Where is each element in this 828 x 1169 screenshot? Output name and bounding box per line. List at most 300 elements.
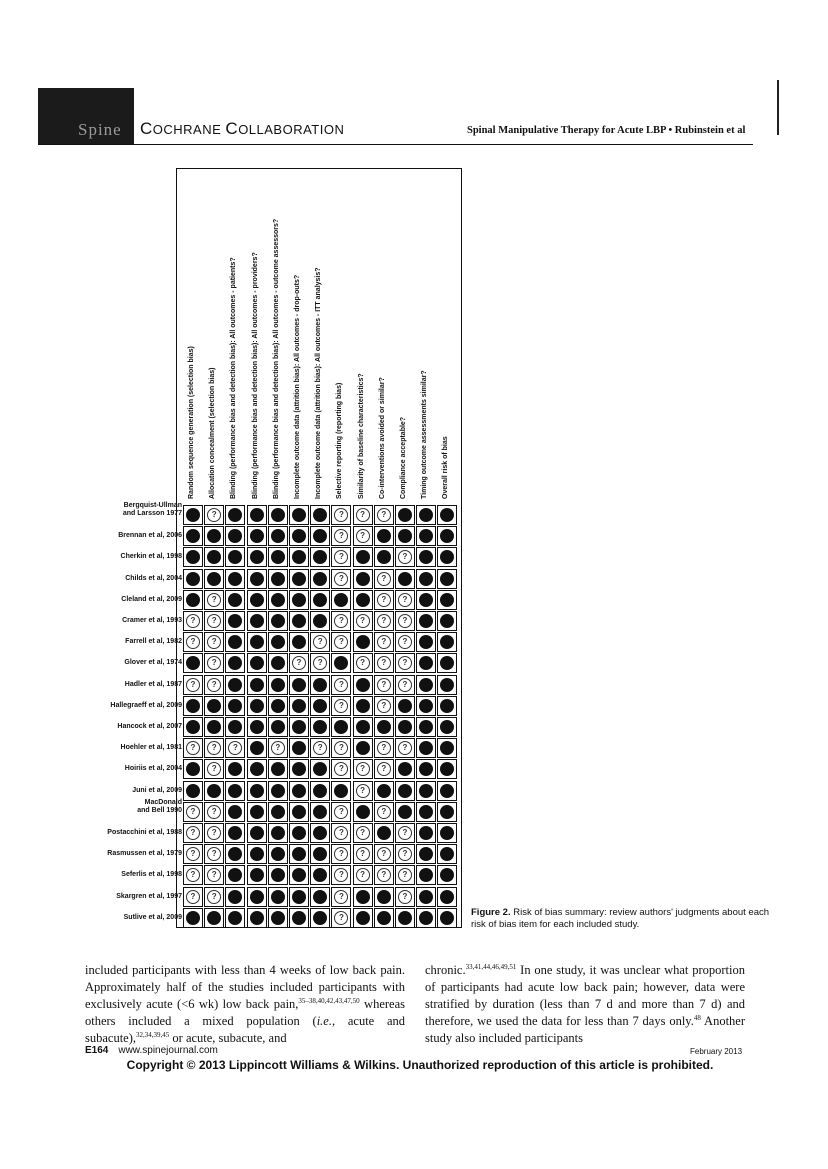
risk-cell — [437, 696, 457, 716]
unclear-risk-icon: ? — [377, 699, 391, 713]
low-risk-icon — [186, 572, 200, 586]
risk-cell — [289, 611, 309, 631]
study-label: Hadler et al, 1987 — [124, 680, 182, 688]
low-risk-icon — [228, 572, 242, 586]
low-risk-icon — [440, 868, 454, 882]
low-risk-icon — [250, 572, 264, 586]
risk-cell — [183, 844, 203, 864]
risk-cell — [268, 865, 288, 885]
risk-cell — [331, 887, 351, 907]
risk-cell — [247, 505, 267, 525]
running-title: Spinal Manipulative Therapy for Acute LBP • Rubinstein et al — [467, 125, 746, 136]
column-label: Blinding (performance bias and detection bias): All outcomes - providers? — [251, 252, 259, 499]
low-risk-icon — [271, 911, 285, 925]
header-rule — [38, 144, 753, 145]
risk-cell — [374, 738, 394, 758]
low-risk-icon — [250, 529, 264, 543]
low-risk-icon — [228, 911, 242, 925]
study-label: Bergquist-Ullman and Larsson 1977 — [122, 502, 182, 517]
risk-cell — [374, 590, 394, 610]
unclear-risk-icon: ? — [356, 784, 370, 798]
unclear-risk-icon: ? — [334, 741, 348, 755]
low-risk-icon — [228, 656, 242, 670]
risk-cell — [225, 802, 245, 822]
risk-cell — [183, 696, 203, 716]
unclear-risk-icon: ? — [186, 890, 200, 904]
risk-cell — [331, 547, 351, 567]
unclear-risk-icon: ? — [334, 678, 348, 692]
page-number: E164 — [85, 1045, 109, 1056]
low-risk-icon — [292, 826, 306, 840]
unclear-risk-icon: ? — [207, 762, 221, 776]
unclear-risk-icon: ? — [356, 656, 370, 670]
risk-cell — [437, 865, 457, 885]
risk-cell — [225, 675, 245, 695]
low-risk-icon — [334, 784, 348, 798]
risk-cell — [353, 675, 373, 695]
unclear-risk-icon: ? — [207, 656, 221, 670]
risk-cell — [416, 526, 436, 546]
risk-cell — [353, 823, 373, 843]
risk-cell — [395, 590, 415, 610]
low-risk-icon — [440, 699, 454, 713]
study-label: Farrell et al, 1982 — [125, 638, 182, 646]
risk-cell — [183, 675, 203, 695]
low-risk-icon — [313, 890, 327, 904]
column-label: Random sequence generation (selection bias) — [188, 346, 195, 499]
low-risk-icon — [356, 572, 370, 586]
low-risk-icon — [398, 911, 412, 925]
unclear-risk-icon: ? — [334, 529, 348, 543]
unclear-risk-icon: ? — [398, 550, 412, 564]
unclear-risk-icon: ? — [207, 805, 221, 819]
risk-cell — [247, 717, 267, 737]
low-risk-icon — [356, 550, 370, 564]
risk-cell — [289, 908, 309, 928]
unclear-risk-icon: ? — [186, 741, 200, 755]
low-risk-icon — [313, 847, 327, 861]
risk-cell — [331, 738, 351, 758]
risk-cell — [395, 717, 415, 737]
low-risk-icon — [356, 678, 370, 692]
risk-cell — [225, 908, 245, 928]
risk-cell — [225, 505, 245, 525]
risk-cell — [183, 887, 203, 907]
low-risk-icon — [228, 699, 242, 713]
low-risk-icon — [440, 911, 454, 925]
risk-cell — [268, 632, 288, 652]
risk-cell — [353, 844, 373, 864]
risk-cell — [353, 865, 373, 885]
low-risk-icon — [313, 529, 327, 543]
risk-cell — [310, 632, 330, 652]
unclear-risk-icon: ? — [398, 890, 412, 904]
unclear-risk-icon: ? — [207, 678, 221, 692]
unclear-risk-icon: ? — [186, 805, 200, 819]
risk-cell — [395, 823, 415, 843]
low-risk-icon — [398, 508, 412, 522]
risk-cell — [395, 505, 415, 525]
low-risk-icon — [313, 593, 327, 607]
risk-cell — [289, 717, 309, 737]
risk-cell — [247, 781, 267, 801]
risk-cell — [331, 526, 351, 546]
risk-cell — [374, 844, 394, 864]
low-risk-icon — [419, 678, 433, 692]
risk-cell — [310, 590, 330, 610]
unclear-risk-icon: ? — [334, 550, 348, 564]
low-risk-icon — [271, 550, 285, 564]
unclear-risk-icon: ? — [377, 656, 391, 670]
risk-cell — [204, 738, 224, 758]
low-risk-icon — [313, 550, 327, 564]
unclear-risk-icon: ? — [207, 508, 221, 522]
low-risk-icon — [419, 656, 433, 670]
low-risk-icon — [250, 911, 264, 925]
risk-cell — [437, 590, 457, 610]
low-risk-icon — [440, 720, 454, 734]
column-label: Allocation concealment (selection bias) — [209, 367, 217, 499]
risk-cell — [247, 908, 267, 928]
low-risk-icon — [334, 720, 348, 734]
risk-cell — [225, 590, 245, 610]
low-risk-icon — [228, 678, 242, 692]
risk-cell — [353, 590, 373, 610]
unclear-risk-icon: ? — [398, 593, 412, 607]
risk-cell — [310, 844, 330, 864]
risk-cell — [416, 590, 436, 610]
low-risk-icon — [334, 593, 348, 607]
risk-cell — [247, 653, 267, 673]
risk-cell — [268, 653, 288, 673]
risk-cell — [268, 802, 288, 822]
low-risk-icon — [440, 635, 454, 649]
risk-cell — [247, 526, 267, 546]
low-risk-icon — [186, 529, 200, 543]
risk-cell — [225, 844, 245, 864]
risk-cell — [268, 675, 288, 695]
body-text-right: chronic.$^{33,41,44,46,49,51}$ In one study, it was unclear what proportion of participants had acute low back pain; however, data were stratified by duration (less than 7 d and more than 7 d) and therefore, we used the data for less than 7 days only.$^{48}$ Another study also included participants — [425, 962, 745, 1045]
risk-cell — [395, 569, 415, 589]
unclear-risk-icon: ? — [356, 614, 370, 628]
risk-cell — [247, 887, 267, 907]
study-label: Juni et al, 2009 — [132, 786, 182, 794]
risk-cell — [204, 696, 224, 716]
low-risk-icon — [292, 593, 306, 607]
study-label: Cramer et al, 1993 — [122, 617, 182, 624]
risk-cell — [310, 802, 330, 822]
low-risk-icon — [271, 805, 285, 819]
risk-cell — [289, 865, 309, 885]
risk-cell — [310, 865, 330, 885]
low-risk-icon — [292, 550, 306, 564]
unclear-risk-icon: ? — [356, 762, 370, 776]
low-risk-icon — [228, 762, 242, 776]
low-risk-icon — [186, 762, 200, 776]
risk-cell — [183, 717, 203, 737]
risk-cell — [353, 505, 373, 525]
risk-cell — [331, 759, 351, 779]
low-risk-icon — [440, 593, 454, 607]
unclear-risk-icon: ? — [377, 508, 391, 522]
risk-cell — [247, 844, 267, 864]
risk-cell — [353, 696, 373, 716]
low-risk-icon — [271, 635, 285, 649]
risk-cell — [416, 611, 436, 631]
column-label: Incomplete outcome data (attrition bias): All outcomes - drop-outs? — [294, 274, 301, 499]
risk-cell — [204, 526, 224, 546]
risk-cell — [353, 611, 373, 631]
low-risk-icon — [440, 741, 454, 755]
risk-cell — [331, 675, 351, 695]
risk-cell — [416, 717, 436, 737]
study-label: Hancock et al, 2007 — [117, 723, 182, 730]
low-risk-icon — [356, 699, 370, 713]
risk-cell — [310, 653, 330, 673]
journal-url: www.spinejournal.com — [118, 1045, 218, 1056]
low-risk-icon — [356, 720, 370, 734]
copyright-notice: Copyright © 2013 Lippincott Williams & Wilkins. Unauthorized reproduction of this article is prohibited. — [126, 1058, 714, 1072]
risk-cell — [437, 887, 457, 907]
low-risk-icon — [398, 720, 412, 734]
risk-cell — [183, 547, 203, 567]
low-risk-icon — [419, 614, 433, 628]
risk-cell — [374, 802, 394, 822]
low-risk-icon — [377, 911, 391, 925]
risk-cell — [416, 781, 436, 801]
unclear-risk-icon: ? — [207, 741, 221, 755]
low-risk-icon — [313, 762, 327, 776]
risk-cell — [204, 653, 224, 673]
low-risk-icon — [356, 635, 370, 649]
risk-cell — [247, 802, 267, 822]
risk-cell — [183, 802, 203, 822]
low-risk-icon — [440, 656, 454, 670]
unclear-risk-icon: ? — [207, 826, 221, 840]
unclear-risk-icon: ? — [334, 868, 348, 882]
risk-cell — [310, 696, 330, 716]
risk-cell — [353, 632, 373, 652]
low-risk-icon — [250, 635, 264, 649]
low-risk-icon — [292, 890, 306, 904]
risk-cell — [353, 908, 373, 928]
risk-cell — [289, 590, 309, 610]
unclear-risk-icon: ? — [377, 805, 391, 819]
low-risk-icon — [313, 614, 327, 628]
low-risk-icon — [419, 826, 433, 840]
risk-cell — [437, 823, 457, 843]
low-risk-icon — [313, 508, 327, 522]
risk-cell — [331, 844, 351, 864]
low-risk-icon — [419, 593, 433, 607]
unclear-risk-icon: ? — [186, 847, 200, 861]
low-risk-icon — [419, 911, 433, 925]
low-risk-icon — [250, 784, 264, 798]
low-risk-icon — [377, 720, 391, 734]
low-risk-icon — [250, 699, 264, 713]
risk-cell — [289, 632, 309, 652]
low-risk-icon — [419, 868, 433, 882]
unclear-risk-icon: ? — [356, 847, 370, 861]
low-risk-icon — [398, 529, 412, 543]
low-risk-icon — [419, 805, 433, 819]
unclear-risk-icon: ? — [207, 614, 221, 628]
risk-cell — [310, 569, 330, 589]
low-risk-icon — [440, 890, 454, 904]
low-risk-icon — [228, 508, 242, 522]
risk-cell — [331, 611, 351, 631]
column-label: Blinding (performance bias and detection bias): All outcomes - outcome assessors? — [272, 218, 280, 499]
risk-cell — [395, 781, 415, 801]
low-risk-icon — [292, 635, 306, 649]
low-risk-icon — [440, 529, 454, 543]
risk-cell — [353, 526, 373, 546]
risk-cell — [310, 908, 330, 928]
unclear-risk-icon: ? — [356, 529, 370, 543]
risk-cell — [183, 590, 203, 610]
low-risk-icon — [313, 678, 327, 692]
low-risk-icon — [250, 847, 264, 861]
low-risk-icon — [398, 762, 412, 776]
risk-cell — [268, 590, 288, 610]
study-label: Hoehler et al, 1981 — [120, 744, 182, 752]
issue-date: February 2013 — [690, 1047, 743, 1056]
risk-cell — [416, 759, 436, 779]
risk-cell — [437, 632, 457, 652]
unclear-risk-icon: ? — [207, 868, 221, 882]
risk-cell — [416, 632, 436, 652]
low-risk-icon — [419, 635, 433, 649]
risk-cell — [268, 505, 288, 525]
unclear-risk-icon: ? — [398, 635, 412, 649]
risk-cell — [437, 844, 457, 864]
low-risk-icon — [271, 699, 285, 713]
study-label: Postacchini et al, 1988 — [107, 829, 182, 836]
low-risk-icon — [356, 805, 370, 819]
unclear-risk-icon: ? — [334, 890, 348, 904]
low-risk-icon — [250, 550, 264, 564]
study-label: Cherkin et al, 1998 — [120, 553, 182, 561]
unclear-risk-icon: ? — [334, 805, 348, 819]
study-label: Sutlive et al, 2009 — [123, 913, 182, 921]
risk-cell — [374, 653, 394, 673]
risk-cell — [183, 908, 203, 928]
risk-cell — [225, 526, 245, 546]
risk-cell — [289, 505, 309, 525]
risk-cell — [416, 865, 436, 885]
low-risk-icon — [313, 805, 327, 819]
risk-cell — [353, 887, 373, 907]
risk-cell — [183, 823, 203, 843]
low-risk-icon — [271, 847, 285, 861]
low-risk-icon — [186, 699, 200, 713]
low-risk-icon — [419, 572, 433, 586]
risk-cell — [331, 653, 351, 673]
risk-cell — [183, 865, 203, 885]
study-label: MacDonald and Bell 1990 — [137, 798, 182, 814]
risk-cell — [183, 505, 203, 525]
low-risk-icon — [207, 720, 221, 734]
low-risk-icon — [356, 890, 370, 904]
low-risk-icon — [292, 784, 306, 798]
risk-cell — [374, 611, 394, 631]
low-risk-icon — [250, 805, 264, 819]
risk-cell — [289, 653, 309, 673]
risk-cell — [416, 569, 436, 589]
risk-cell — [289, 759, 309, 779]
low-risk-icon — [250, 720, 264, 734]
low-risk-icon — [356, 741, 370, 755]
low-risk-icon — [207, 572, 221, 586]
risk-cell — [310, 526, 330, 546]
unclear-risk-icon: ? — [292, 656, 306, 670]
risk-cell — [247, 823, 267, 843]
low-risk-icon — [419, 762, 433, 776]
risk-cell — [225, 569, 245, 589]
unclear-risk-icon: ? — [334, 762, 348, 776]
section-heading: COCHRANE COLLABORATION — [140, 119, 345, 138]
risk-cell — [289, 569, 309, 589]
risk-cell — [268, 569, 288, 589]
low-risk-icon — [271, 678, 285, 692]
risk-cell — [204, 887, 224, 907]
risk-cell — [416, 696, 436, 716]
risk-cell — [395, 908, 415, 928]
unclear-risk-icon: ? — [334, 699, 348, 713]
risk-cell — [204, 590, 224, 610]
low-risk-icon — [292, 572, 306, 586]
risk-cell — [225, 717, 245, 737]
unclear-risk-icon: ? — [334, 826, 348, 840]
risk-cell — [331, 632, 351, 652]
risk-cell — [374, 865, 394, 885]
low-risk-icon — [250, 741, 264, 755]
low-risk-icon — [440, 550, 454, 564]
risk-cell — [183, 569, 203, 589]
risk-cell — [204, 908, 224, 928]
low-risk-icon — [228, 635, 242, 649]
low-risk-icon — [292, 508, 306, 522]
low-risk-icon — [250, 678, 264, 692]
risk-cell — [183, 759, 203, 779]
low-risk-icon — [186, 508, 200, 522]
risk-cell — [374, 908, 394, 928]
unclear-risk-icon: ? — [398, 847, 412, 861]
risk-cell — [437, 675, 457, 695]
column-label: Similarity of baseline characteristics? — [357, 373, 365, 499]
low-risk-icon — [228, 614, 242, 628]
low-risk-icon — [398, 784, 412, 798]
risk-cell — [204, 781, 224, 801]
unclear-risk-icon: ? — [207, 593, 221, 607]
low-risk-icon — [419, 508, 433, 522]
low-risk-icon — [377, 550, 391, 564]
low-risk-icon — [377, 826, 391, 840]
risk-cell — [374, 781, 394, 801]
risk-cell — [247, 696, 267, 716]
study-label: Hoiriis et al, 2004 — [124, 765, 182, 773]
unclear-risk-icon: ? — [334, 508, 348, 522]
risk-cell — [225, 781, 245, 801]
unclear-risk-icon: ? — [356, 826, 370, 840]
low-risk-icon — [440, 847, 454, 861]
low-risk-icon — [398, 805, 412, 819]
low-risk-icon — [250, 508, 264, 522]
risk-cell — [395, 526, 415, 546]
low-risk-icon — [440, 805, 454, 819]
risk-cell — [204, 632, 224, 652]
low-risk-icon — [186, 550, 200, 564]
